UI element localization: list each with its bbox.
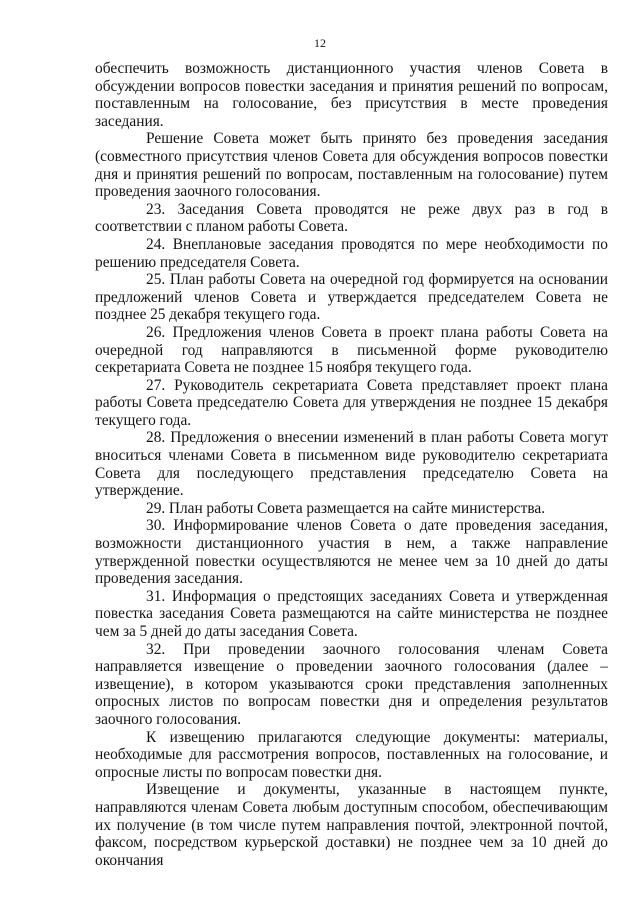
paragraph-attachments: К извещению прилагаются следующие документы: материалы, необходимые для рассмотрения вопросов, поставленных на голосование, и опросные листы по вопросам повестки дня. [95, 728, 608, 781]
paragraph-continuation: обеспечить возможность дистанционного участия членов Совета в обсуждении вопросов повестки заседания и принятия решений по вопросам, поставленным на голосование, без присутствия в месте проведения заседания. [95, 60, 608, 130]
paragraph-clause-25: 25. План работы Совета на очередной год формируется на основании предложений членов Совета и утверждается председателем Совета не позднее 25 декабря текущего года. [95, 271, 608, 324]
paragraph-clause-30: 30. Информирование членов Совета о дате проведения заседания, возможности дистанционного участия в нем, а также направление утвержденной повестки осуществляются не менее чем за 10 дней до даты проведения заседания. [95, 517, 608, 588]
paragraph-delivery: Извещение и документы, указанные в настоящем пункте, направляются членам Совета любым доступным способом, обеспечивающим их получение (в том числе путем направления почтой, электронной почтой, факсом, посредством курьерской доставки) не позднее чем за 10 дней до окончания [95, 781, 608, 869]
paragraph-clause-29: 29. План работы Совета размещается на сайте министерства. [146, 499, 546, 517]
paragraph-clause-24: 24. Внеплановые заседания проводятся по мере необходимости по решению председателя Совета. [95, 235, 608, 271]
paragraph-clause-26: 26. Предложения членов Совета в проект плана работы Совета на очередной год направляются в письменной форме руководителю секретариата Совета не позднее 15 ноября текущего года. [95, 323, 608, 377]
paragraph-clause-28: 28. Предложения о внесении изменений в план работы Совета могут вноситься членами Совета в письменном виде руководителю секретариата Совета для последующего представления председателю Совета на утверждение. [95, 429, 608, 500]
paragraph-clause-27: 27. Руководитель секретариата Совета представляет проект плана работы Совета председателю Совета для утверждения не позднее 15 декабря текущего года. [95, 376, 608, 429]
paragraph-clause-31: 31. Информация о предстоящих заседаниях Совета и утвержденная повестка заседания Совета размещаются на сайте министерства не позднее чем за 5 дней до даты заседания Совета. [95, 587, 608, 640]
paragraph-clause-23: 23. Заседания Совета проводятся не реже двух раз в год в соответствии с планом работы Совета. [95, 200, 608, 236]
document-body [95, 60, 608, 869]
page-number: 12 [314, 36, 326, 50]
paragraph-absentee-decision: Решение Совета может быть принято без проведения заседания (совместного присутствия членов Совета для обсуждения вопросов повестки дня и принятия решений по вопросам, поставленным на голосование) путем проведения заочного голосования. [95, 130, 608, 201]
paragraph-clause-32: 32. При проведении заочного голосования членам Совета направляется извещение о проведении заочного голосования (далее – извещение), в котором указываются сроки представления заполненных опросных листов по вопросам повестки дня и определения результатов заочного голосования. [95, 640, 608, 728]
